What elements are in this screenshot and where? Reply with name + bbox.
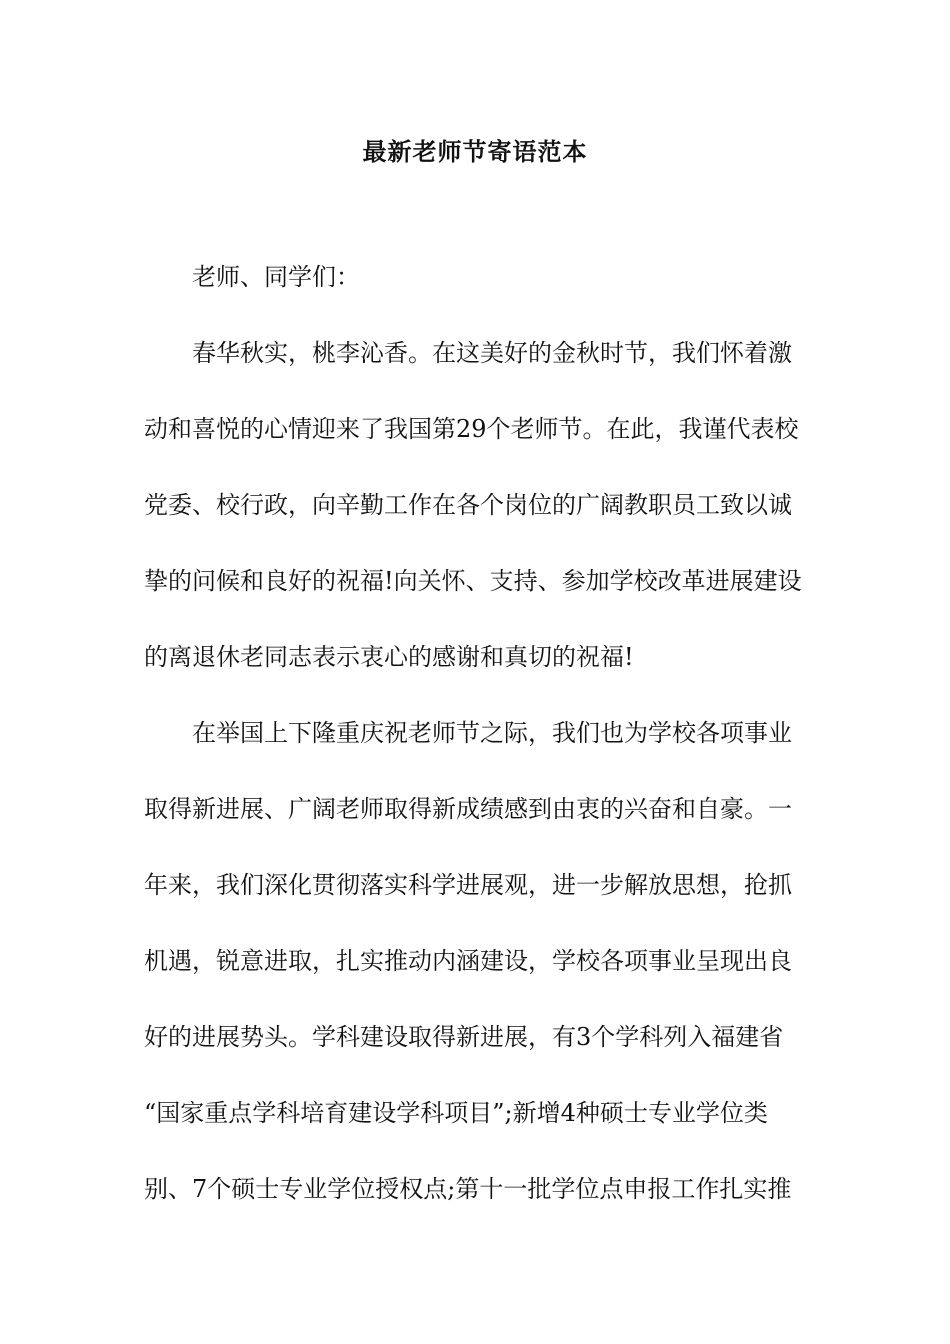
document-title: 最新老师节寄语范本: [362, 137, 588, 166]
paragraph-line: 在举国上下隆重庆祝老师节之际，我们也为学校各项事业: [192, 719, 792, 747]
paragraph-line: 党委、校行政，向辛勤工作在各个岗位的广阔教职员工致以诚: [144, 491, 792, 519]
paragraph-line: “国家重点学科培育建设学科项目”;新增4种硕士专业学位类: [144, 1099, 768, 1127]
paragraph-line: 动和喜悦的心情迎来了我国第29个老师节。在此，我谨代表校: [144, 415, 799, 443]
paragraph-line: 取得新进展、广阔老师取得新成绩感到由衷的兴奋和自豪。一: [144, 795, 792, 823]
paragraph-line: 春华秋实，桃李沁香。在这美好的金秋时节，我们怀着激: [192, 339, 792, 367]
paragraph-line: 年来，我们深化贯彻落实科学进展观，进一步解放思想，抢抓: [144, 871, 792, 899]
salutation-line: 老师、同学们：: [192, 263, 360, 291]
paragraph-line: 挚的问候和良好的祝福!向关怀、支持、参加学校改革进展建设: [144, 567, 802, 595]
document-body: [144, 259, 808, 1247]
paragraph-line: 的离退休老同志表示衷心的感谢和真切的祝福!: [144, 643, 634, 671]
paragraph-line: 别、7个硕士专业学位授权点;第十一批学位点申报工作扎实推: [144, 1175, 792, 1203]
paragraph-line: 好的进展势头。学科建设取得新进展，有3个学科列入福建省: [144, 1023, 784, 1051]
paragraph-line: 机遇，锐意进取，扎实推动内涵建设，学校各项事业呈现出良: [144, 947, 792, 975]
